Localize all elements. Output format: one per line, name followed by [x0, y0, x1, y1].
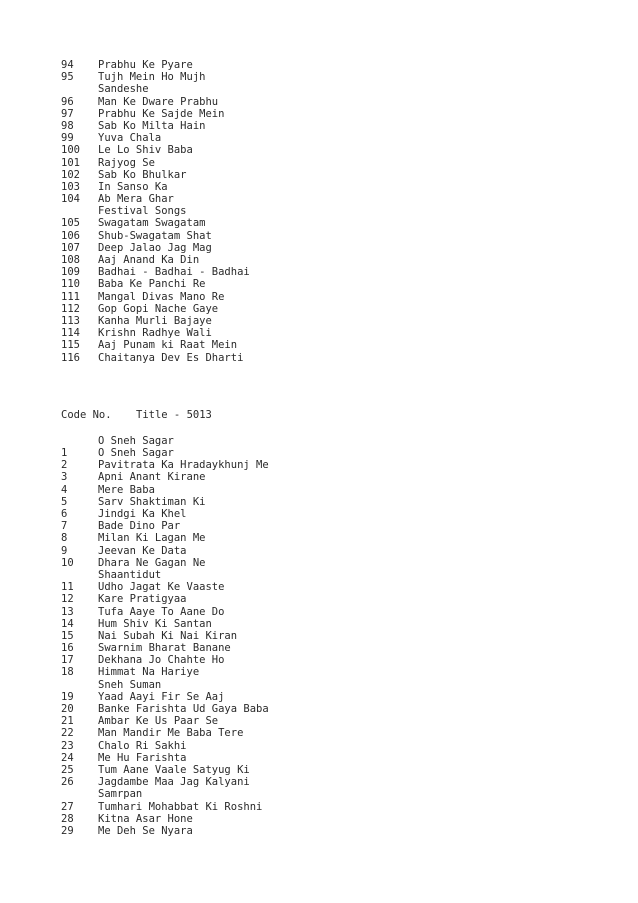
- list-item: [61, 679, 621, 691]
- song-title: Rajyog Se: [98, 156, 155, 169]
- list-item: [61, 181, 621, 193]
- song-title: Chalo Ri Sakhi: [98, 739, 187, 752]
- list-item: [61, 193, 621, 205]
- song-title: Mangal Divas Mano Re: [98, 290, 225, 303]
- list-item: [61, 666, 621, 678]
- song-number: 6: [61, 508, 68, 520]
- list-item: [61, 764, 621, 776]
- list-item: [61, 654, 621, 666]
- song-number: 18: [61, 666, 74, 679]
- song-number: 2: [61, 459, 68, 472]
- song-title: Himmat Na Hariye: [98, 666, 200, 679]
- song-number: 10: [61, 556, 74, 569]
- song-title: Festival Songs: [98, 205, 187, 218]
- list-item: [61, 447, 621, 459]
- list-item: [61, 266, 621, 278]
- song-title: Badhai - Badhai - Badhai: [98, 266, 250, 279]
- song-title: Jindgi Ka Khel: [98, 508, 187, 520]
- song-title: Jeevan Ke Data: [98, 544, 187, 557]
- song-number: 110: [61, 278, 80, 291]
- song-title: Kitna Asar Hone: [98, 812, 193, 825]
- song-title: Sab Ko Milta Hain: [98, 119, 206, 132]
- song-title: Banke Farishta Ud Gaya Baba: [98, 703, 269, 715]
- song-title: Prabhu Ke Sajde Mein: [98, 107, 225, 120]
- document-page: [61, 59, 621, 837]
- song-number: 13: [61, 605, 74, 618]
- song-number: 111: [61, 290, 80, 303]
- song-number: 27: [61, 800, 74, 813]
- song-number: 12: [61, 593, 74, 606]
- list-item: [61, 435, 621, 447]
- song-number: 103: [61, 180, 80, 193]
- list-item: [61, 715, 621, 727]
- song-title: Shaantidut: [98, 568, 162, 581]
- song-number: 24: [61, 751, 74, 764]
- song-title: Aaj Anand Ka Din: [98, 254, 200, 266]
- list-item: [61, 642, 621, 654]
- title-header: Title - 5013: [136, 408, 212, 421]
- list-item: [61, 242, 621, 254]
- song-number: 114: [61, 327, 80, 340]
- list-item: [61, 96, 621, 108]
- song-list-section-2: [61, 435, 621, 837]
- list-item: [61, 508, 621, 520]
- code-no-header: Code No.: [61, 408, 112, 421]
- list-item: [61, 144, 621, 156]
- song-number: 21: [61, 715, 74, 728]
- song-number: 96: [61, 95, 74, 108]
- list-item: [61, 120, 621, 132]
- list-item: [61, 727, 621, 739]
- song-number: 107: [61, 241, 80, 254]
- song-title: Pavitrata Ka Hradaykhunj Me: [98, 459, 269, 472]
- song-number: 97: [61, 107, 74, 120]
- song-number: 25: [61, 763, 74, 776]
- song-title: Prabhu Ke Pyare: [98, 59, 193, 71]
- song-title: Sab Ko Bhulkar: [98, 168, 187, 181]
- list-item: [61, 278, 621, 290]
- header-gap: [61, 421, 621, 435]
- song-number: 94: [61, 59, 74, 71]
- song-title: Ab Mera Ghar: [98, 193, 174, 206]
- song-number: 112: [61, 302, 80, 315]
- list-item: [61, 569, 621, 581]
- song-title: Swagatam Swagatam: [98, 217, 206, 230]
- song-title: Samrpan: [98, 788, 143, 801]
- song-title: Man Mandir Me Baba Tere: [98, 727, 244, 740]
- song-number: 99: [61, 132, 74, 145]
- song-number: 106: [61, 229, 80, 242]
- song-number: 19: [61, 690, 74, 703]
- song-title: Me Deh Se Nyara: [98, 824, 193, 837]
- song-number: 108: [61, 254, 80, 266]
- song-title: Bade Dino Par: [98, 520, 181, 533]
- list-item: [61, 776, 621, 788]
- section-gap: [61, 364, 621, 409]
- list-item: [61, 291, 621, 303]
- song-title: Me Hu Farishta: [98, 751, 187, 764]
- song-number: 28: [61, 812, 74, 825]
- table-header: [61, 409, 621, 421]
- song-title: Aaj Punam ki Raat Mein: [98, 339, 238, 352]
- list-item: [61, 520, 621, 532]
- list-item: [61, 459, 621, 471]
- song-number: 104: [61, 193, 80, 206]
- song-title: Tujh Mein Ho Mujh: [98, 71, 206, 84]
- list-item: [61, 496, 621, 508]
- song-number: 3: [61, 471, 68, 484]
- list-item: [61, 352, 621, 364]
- list-item: [61, 59, 621, 71]
- song-number: 100: [61, 144, 80, 157]
- song-number: 105: [61, 217, 80, 230]
- song-title: Mere Baba: [98, 483, 155, 496]
- list-item: [61, 157, 621, 169]
- list-item: [61, 557, 621, 569]
- list-item: [61, 801, 621, 813]
- song-title: In Sanso Ka: [98, 180, 168, 193]
- list-item: [61, 217, 621, 229]
- song-number: 95: [61, 71, 74, 84]
- list-item: [61, 788, 621, 800]
- list-item: [61, 752, 621, 764]
- list-item: [61, 813, 621, 825]
- song-number: 4: [61, 483, 68, 496]
- song-number: 116: [61, 351, 80, 364]
- song-number: 15: [61, 629, 74, 642]
- list-item: [61, 205, 621, 217]
- song-title: Chaitanya Dev Es Dharti: [98, 351, 244, 364]
- list-item: [61, 618, 621, 630]
- song-number: 14: [61, 617, 74, 630]
- list-item: [61, 169, 621, 181]
- song-title: O Sneh Sagar: [98, 447, 174, 460]
- song-number: 113: [61, 314, 80, 327]
- song-title: Deep Jalao Jag Mag: [98, 241, 212, 254]
- list-item: [61, 327, 621, 339]
- list-item: [61, 132, 621, 144]
- list-item: [61, 108, 621, 120]
- list-item: [61, 740, 621, 752]
- list-item: [61, 471, 621, 483]
- song-number: 22: [61, 727, 74, 740]
- song-title: Udho Jagat Ke Vaaste: [98, 581, 225, 594]
- song-title: Tumhari Mohabbat Ki Roshni: [98, 800, 263, 813]
- song-title: Swarnim Bharat Banane: [98, 642, 231, 655]
- song-number: 29: [61, 824, 74, 837]
- song-title: Hum Shiv Ki Santan: [98, 617, 212, 630]
- list-item: [61, 703, 621, 715]
- song-number: 26: [61, 776, 74, 789]
- song-title: Dhara Ne Gagan Ne: [98, 556, 206, 569]
- song-title: Tum Aane Vaale Satyug Ki: [98, 763, 250, 776]
- song-title: Sandeshe: [98, 83, 149, 96]
- song-title: Gop Gopi Nache Gaye: [98, 302, 219, 315]
- list-item: [61, 230, 621, 242]
- list-item: [61, 630, 621, 642]
- song-title: Sneh Suman: [98, 678, 162, 691]
- list-item: [61, 593, 621, 605]
- list-item: [61, 339, 621, 351]
- song-number: 11: [61, 581, 74, 594]
- song-title: Nai Subah Ki Nai Kiran: [98, 629, 238, 642]
- song-number: 20: [61, 703, 74, 715]
- song-title: Shub-Swagatam Shat: [98, 229, 212, 242]
- list-item: [61, 71, 621, 83]
- list-item: [61, 83, 621, 95]
- song-title: Man Ke Dware Prabhu: [98, 95, 219, 108]
- song-number: 98: [61, 119, 74, 132]
- song-number: 1: [61, 447, 68, 460]
- list-item: [61, 691, 621, 703]
- song-number: 9: [61, 544, 68, 557]
- list-item: [61, 303, 621, 315]
- song-title: Krishn Radhye Wali: [98, 327, 212, 340]
- list-item: [61, 825, 621, 837]
- song-title: Apni Anant Kirane: [98, 471, 206, 484]
- list-item: [61, 532, 621, 544]
- list-item: [61, 254, 621, 266]
- song-number: 16: [61, 642, 74, 655]
- song-number: 8: [61, 532, 68, 545]
- list-item: [61, 581, 621, 593]
- song-number: 17: [61, 654, 74, 667]
- song-list-section-1: [61, 59, 621, 364]
- song-number: 101: [61, 156, 80, 169]
- song-number: 115: [61, 339, 80, 352]
- song-title: Yaad Aayi Fir Se Aaj: [98, 690, 225, 703]
- song-title: Kanha Murli Bajaye: [98, 314, 212, 327]
- song-title: Milan Ki Lagan Me: [98, 532, 206, 545]
- song-title: Sarv Shaktiman Ki: [98, 495, 206, 508]
- list-item: [61, 545, 621, 557]
- song-number: 23: [61, 739, 74, 752]
- list-item: [61, 606, 621, 618]
- song-title: Tufa Aaye To Aane Do: [98, 605, 225, 618]
- song-title: Yuva Chala: [98, 132, 162, 145]
- song-title: Ambar Ke Us Paar Se: [98, 715, 219, 728]
- song-title: Baba Ke Panchi Re: [98, 278, 206, 291]
- list-item: [61, 315, 621, 327]
- song-number: 5: [61, 495, 68, 508]
- song-number: 102: [61, 168, 80, 181]
- song-title: Kare Pratigyaa: [98, 593, 187, 606]
- song-title: Le Lo Shiv Baba: [98, 144, 193, 157]
- list-item: [61, 484, 621, 496]
- song-title: O Sneh Sagar: [98, 434, 174, 447]
- song-number: 7: [61, 520, 68, 533]
- song-title: Dekhana Jo Chahte Ho: [98, 654, 225, 667]
- song-number: 109: [61, 266, 80, 279]
- song-title: Jagdambe Maa Jag Kalyani: [98, 776, 250, 789]
